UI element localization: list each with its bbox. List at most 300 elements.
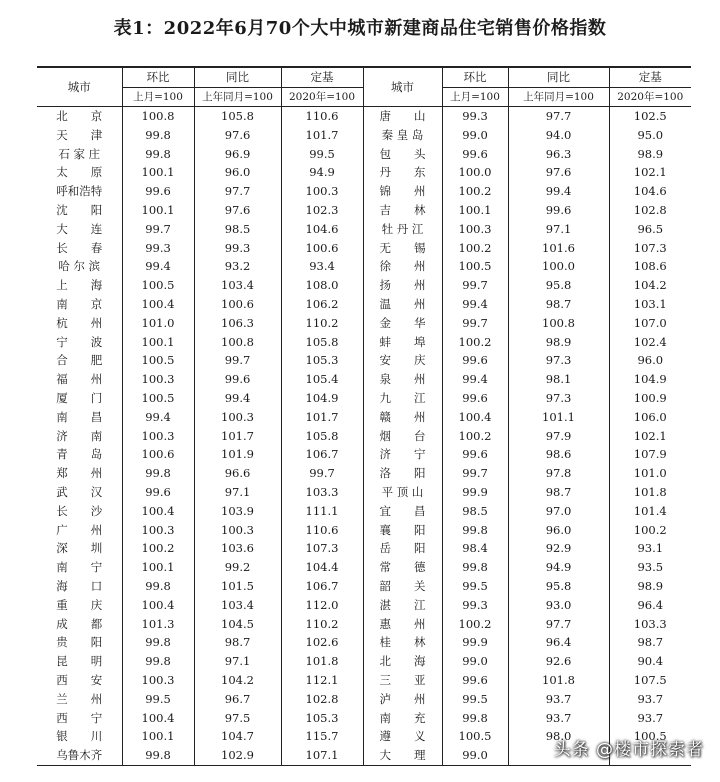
left-city-cell: 哈 尔 滨: [58, 259, 101, 274]
left-fixed-cell: 99.7: [281, 464, 363, 483]
left-mom-cell: 99.8: [122, 464, 194, 483]
right-fixed-cell: 100.9: [609, 389, 691, 408]
right-mom-cell: 99.6: [442, 671, 508, 690]
left-mom-cell: 100.4: [122, 596, 194, 615]
right-yoy-cell: 96.3: [508, 145, 609, 164]
right-yoy-cell: 93.0: [508, 596, 609, 615]
left-mom-cell: 100.5: [122, 276, 194, 295]
left-fixed-cell: 100.6: [281, 239, 363, 258]
left-mom-cell: 99.8: [122, 145, 194, 164]
right-yoy-cell: 97.7: [508, 615, 609, 634]
left-mom-cell: 99.4: [122, 408, 194, 427]
left-fixed-cell: 101.7: [281, 408, 363, 427]
right-city-cell: 金 华: [363, 314, 442, 333]
left-mom-cell: 100.3: [122, 427, 194, 446]
left-mom-cell: 100.4: [122, 502, 194, 521]
right-mom-cell: 100.4: [442, 408, 508, 427]
left-yoy-cell: 97.7: [194, 182, 281, 201]
left-fixed-cell: 110.6: [281, 107, 363, 126]
right-city-cell: 济 宁: [363, 445, 442, 464]
table-row: [37, 577, 691, 596]
right-fixed-cell: 98.7: [609, 633, 691, 652]
left-mom-cell: 100.3: [122, 671, 194, 690]
right-city-cell: 襄 阳: [363, 521, 442, 540]
right-mom-cell: 100.2: [442, 239, 508, 258]
right-yoy-cell: 98.7: [508, 483, 609, 502]
right-mom-cell: 99.0: [442, 126, 508, 145]
left-yoy-cell: 100.6: [194, 295, 281, 314]
left-city-cell: 武 汉: [56, 484, 103, 499]
right-city-cell: 湛 江: [363, 596, 442, 615]
right-yoy-cell: 97.0: [508, 502, 609, 521]
table-row: [37, 690, 691, 709]
left-yoy-cell: 101.7: [194, 427, 281, 446]
left-mom-cell: 99.8: [122, 126, 194, 145]
right-fixed-cell: 108.6: [609, 257, 691, 276]
left-city-cell: 合 肥: [56, 353, 103, 368]
left-fixed-cell: 112.1: [281, 671, 363, 690]
right-mom-cell: 100.0: [442, 163, 508, 182]
left-fixed-cell: 102.3: [281, 201, 363, 220]
table-row: [37, 351, 691, 370]
left-mom-cell: 99.4: [122, 257, 194, 276]
left-fixed-cell: 104.9: [281, 389, 363, 408]
table-row: [37, 408, 691, 427]
left-fixed-cell: 93.4: [281, 257, 363, 276]
mom-base: 上月=100: [122, 88, 194, 107]
right-mom-cell: 99.5: [442, 690, 508, 709]
right-city-cell: 锦 州: [363, 182, 442, 201]
left-yoy-cell: 93.2: [194, 257, 281, 276]
left-fixed-cell: 105.3: [281, 709, 363, 728]
table-row: [37, 201, 691, 220]
right-mom-cell: 98.4: [442, 539, 508, 558]
right-city-cell: 南 充: [363, 709, 442, 728]
right-fixed-cell: 100.5: [609, 727, 691, 746]
left-fixed-cell: 94.9: [281, 163, 363, 182]
right-city-cell: 烟 台: [363, 427, 442, 446]
table-row: [37, 539, 691, 558]
left-yoy-cell: 99.2: [194, 558, 281, 577]
left-city-cell: 太 原: [56, 165, 103, 180]
right-city-cell: 扬 州: [363, 276, 442, 295]
right-mom-cell: 99.8: [442, 558, 508, 577]
right-fixed-cell: 104.6: [609, 182, 691, 201]
right-yoy-cell: 99.4: [508, 182, 609, 201]
right-city-cell: 惠 州: [363, 615, 442, 634]
right-yoy-cell: 92.9: [508, 539, 609, 558]
left-city-cell: 天 津: [56, 127, 103, 142]
left-mom-cell: 100.3: [122, 370, 194, 389]
left-yoy-cell: 100.3: [194, 408, 281, 427]
left-mom-cell: 100.4: [122, 709, 194, 728]
left-mom-cell: 99.8: [122, 577, 194, 596]
right-city-cell: 宜 昌: [363, 502, 442, 521]
fixed-base-right: 2020年=100: [609, 88, 691, 107]
left-yoy-cell: 105.8: [194, 107, 281, 126]
right-city-cell: 包 头: [363, 145, 442, 164]
left-city-cell: 海 口: [56, 578, 103, 593]
left-yoy-cell: 103.4: [194, 596, 281, 615]
right-fixed-cell: 103.1: [609, 295, 691, 314]
right-mom-cell: 99.0: [442, 652, 508, 671]
right-yoy-cell: 95.8: [508, 577, 609, 596]
table-row: [37, 427, 691, 446]
right-mom-cell: 99.7: [442, 276, 508, 295]
left-fixed-cell: 115.7: [281, 727, 363, 746]
right-mom-cell: 99.6: [442, 389, 508, 408]
table-row: [37, 652, 691, 671]
table-row: [37, 295, 691, 314]
yoy-header: 同比: [194, 67, 281, 88]
left-city-cell: 西 宁: [56, 710, 103, 725]
left-fixed-cell: 106.7: [281, 577, 363, 596]
table-row: [37, 615, 691, 634]
right-fixed-cell: 101.8: [609, 483, 691, 502]
right-city-cell: 遵 义: [363, 727, 442, 746]
left-yoy-cell: 99.7: [194, 351, 281, 370]
right-mom-cell: 99.5: [442, 577, 508, 596]
table-row: [37, 671, 691, 690]
right-mom-cell: 100.2: [442, 615, 508, 634]
right-mom-cell: 99.7: [442, 464, 508, 483]
left-yoy-cell: 98.7: [194, 633, 281, 652]
left-city-cell: 重 庆: [56, 597, 103, 612]
left-yoy-cell: 98.5: [194, 220, 281, 239]
left-mom-cell: 101.0: [122, 314, 194, 333]
right-mom-cell: 99.3: [442, 107, 508, 126]
right-city-cell: 蚌 埠: [363, 333, 442, 352]
left-mom-cell: 99.8: [122, 746, 194, 765]
left-mom-cell: 100.1: [122, 333, 194, 352]
right-yoy-cell: 97.3: [508, 351, 609, 370]
yoy-base: 上年同月=100: [194, 88, 281, 107]
right-city-cell: 洛 阳: [363, 464, 442, 483]
city-header-right: 城市: [363, 67, 442, 107]
fixed-base: 2020年=100: [281, 88, 363, 107]
left-mom-cell: 100.5: [122, 351, 194, 370]
right-yoy-cell: 99.6: [508, 201, 609, 220]
right-city-cell: 平 顶 山: [363, 483, 442, 502]
left-city-cell: 宁 波: [56, 334, 103, 349]
right-yoy-cell: 94.0: [508, 126, 609, 145]
left-city-cell: 福 州: [56, 372, 103, 387]
left-mom-cell: 100.8: [122, 107, 194, 126]
left-mom-cell: 99.6: [122, 182, 194, 201]
left-yoy-cell: 96.6: [194, 464, 281, 483]
left-mom-cell: 100.5: [122, 389, 194, 408]
left-yoy-cell: 96.9: [194, 145, 281, 164]
left-yoy-cell: 100.3: [194, 521, 281, 540]
left-yoy-cell: 100.8: [194, 333, 281, 352]
left-mom-cell: 100.1: [122, 727, 194, 746]
right-city-cell: 北 海: [363, 652, 442, 671]
table-row: [37, 389, 691, 408]
right-yoy-cell: 97.6: [508, 163, 609, 182]
left-yoy-cell: 104.7: [194, 727, 281, 746]
table-row: [37, 633, 691, 652]
left-yoy-cell: 96.0: [194, 163, 281, 182]
left-mom-cell: 99.8: [122, 633, 194, 652]
left-fixed-cell: 104.4: [281, 558, 363, 577]
left-city-cell: 广 州: [56, 522, 103, 537]
right-mom-cell: 99.8: [442, 521, 508, 540]
right-fixed-cell: 98.9: [609, 145, 691, 164]
price-index-table: [37, 66, 691, 766]
right-city-cell: 韶 关: [363, 577, 442, 596]
right-yoy-cell: 98.9: [508, 333, 609, 352]
right-city-cell: 无 锡: [363, 239, 442, 258]
right-yoy-cell: 98.1: [508, 370, 609, 389]
left-fixed-cell: 106.7: [281, 445, 363, 464]
left-fixed-cell: 110.2: [281, 615, 363, 634]
table-row: [37, 107, 691, 126]
right-fixed-cell: 102.5: [609, 107, 691, 126]
right-mom-cell: 99.7: [442, 314, 508, 333]
left-mom-cell: 99.7: [122, 220, 194, 239]
right-yoy-cell: 92.6: [508, 652, 609, 671]
right-fixed-cell: 101.4: [609, 502, 691, 521]
table-row: [37, 521, 691, 540]
left-yoy-cell: 96.7: [194, 690, 281, 709]
left-mom-cell: 100.1: [122, 558, 194, 577]
right-yoy-cell: 94.9: [508, 558, 609, 577]
right-city-cell: 九 江: [363, 389, 442, 408]
left-fixed-cell: 112.0: [281, 596, 363, 615]
right-fixed-cell: 103.3: [609, 615, 691, 634]
right-fixed-cell: 96.4: [609, 596, 691, 615]
left-fixed-cell: 104.6: [281, 220, 363, 239]
left-city-cell: 银 川: [56, 729, 103, 744]
right-mom-cell: 100.5: [442, 727, 508, 746]
left-yoy-cell: 99.6: [194, 370, 281, 389]
left-yoy-cell: 99.4: [194, 389, 281, 408]
right-yoy-cell: 97.8: [508, 464, 609, 483]
left-mom-cell: 100.6: [122, 445, 194, 464]
right-fixed-cell: 106.0: [609, 408, 691, 427]
left-yoy-cell: 101.5: [194, 577, 281, 596]
right-mom-cell: 99.3: [442, 596, 508, 615]
right-fixed-cell: 90.4: [609, 652, 691, 671]
left-fixed-cell: 99.5: [281, 145, 363, 164]
right-yoy-cell: 97.9: [508, 427, 609, 446]
left-fixed-cell: 110.2: [281, 314, 363, 333]
mom-header: 环比: [122, 67, 194, 88]
table-row: [37, 502, 691, 521]
left-city-cell: 南 宁: [56, 560, 103, 575]
left-city-cell: 长 春: [56, 240, 103, 255]
table-row: [37, 126, 691, 145]
left-city-cell: 乌鲁木齐: [37, 746, 122, 765]
right-city-cell: 徐 州: [363, 257, 442, 276]
right-fixed-cell: 107.9: [609, 445, 691, 464]
right-yoy-cell: 98.6: [508, 445, 609, 464]
right-city-cell: 桂 林: [363, 633, 442, 652]
left-fixed-cell: 107.3: [281, 539, 363, 558]
right-fixed-cell: 102.1: [609, 163, 691, 182]
left-city-cell: 厦 门: [56, 390, 103, 405]
right-yoy-cell: 93.7: [508, 709, 609, 728]
right-mom-cell: 99.8: [442, 709, 508, 728]
right-fixed-cell: 102.4: [609, 333, 691, 352]
right-mom-cell: 100.2: [442, 182, 508, 201]
right-city-cell: 唐 山: [363, 107, 442, 126]
fixed-header-right: 定基: [609, 67, 691, 88]
right-yoy-cell: 101.8: [508, 671, 609, 690]
left-mom-cell: 99.5: [122, 690, 194, 709]
table-row: [37, 370, 691, 389]
right-mom-cell: 99.4: [442, 295, 508, 314]
right-fixed-cell: 102.1: [609, 427, 691, 446]
right-fixed-cell: 98.9: [609, 577, 691, 596]
left-yoy-cell: 97.1: [194, 652, 281, 671]
left-mom-cell: 100.1: [122, 201, 194, 220]
mom-header-right: 环比: [442, 67, 508, 88]
left-mom-cell: 101.3: [122, 615, 194, 634]
left-city-cell: 昆 明: [56, 654, 103, 669]
left-city-cell: 贵 阳: [56, 635, 103, 650]
right-mom-cell: 100.2: [442, 333, 508, 352]
left-city-cell: 沈 阳: [56, 202, 103, 217]
right-mom-cell: 98.5: [442, 502, 508, 521]
table-row: [37, 257, 691, 276]
right-yoy-cell: 98.0: [508, 727, 609, 746]
right-city-cell: 安 庆: [363, 351, 442, 370]
left-city-cell: 长 沙: [56, 503, 103, 518]
left-yoy-cell: 104.2: [194, 671, 281, 690]
table-row: [37, 596, 691, 615]
right-mom-cell: 99.6: [442, 351, 508, 370]
table-row: [37, 145, 691, 164]
right-fixed-cell: 96.0: [609, 351, 691, 370]
right-yoy-cell: 96.4: [508, 633, 609, 652]
right-yoy-cell: 96.0: [508, 521, 609, 540]
left-yoy-cell: 97.6: [194, 126, 281, 145]
right-yoy-cell: 100.0: [508, 257, 609, 276]
right-fixed-cell: 93.7: [609, 690, 691, 709]
right-city-cell: 温 州: [363, 295, 442, 314]
left-city-cell: 南 昌: [56, 409, 103, 424]
right-mom-cell: 99.6: [442, 145, 508, 164]
left-fixed-cell: 108.0: [281, 276, 363, 295]
left-yoy-cell: 97.5: [194, 709, 281, 728]
right-fixed-cell: 100.2: [609, 521, 691, 540]
right-city-cell: 岳 阳: [363, 539, 442, 558]
left-yoy-cell: 103.9: [194, 502, 281, 521]
left-city-cell: 北 京: [56, 109, 103, 123]
right-city-cell: 泉 州: [363, 370, 442, 389]
left-yoy-cell: 104.5: [194, 615, 281, 634]
left-fixed-cell: 103.3: [281, 483, 363, 502]
right-mom-cell: 99.6: [442, 445, 508, 464]
left-yoy-cell: 97.1: [194, 483, 281, 502]
right-fixed-cell: 104.9: [609, 370, 691, 389]
right-fixed-cell: 107.3: [609, 239, 691, 258]
right-yoy-cell: 100.8: [508, 314, 609, 333]
right-fixed-cell: 93.1: [609, 539, 691, 558]
right-yoy-cell: 101.1: [508, 408, 609, 427]
right-mom-cell: 100.1: [442, 201, 508, 220]
left-fixed-cell: 101.8: [281, 652, 363, 671]
left-fixed-cell: 100.3: [281, 182, 363, 201]
left-city-cell: 青 岛: [56, 447, 103, 462]
right-city-cell: 吉 林: [363, 201, 442, 220]
mom-base-right: 上月=100: [442, 88, 508, 107]
right-yoy-cell: 93.7: [508, 690, 609, 709]
right-fixed-cell: 93.5: [609, 558, 691, 577]
right-city-cell: 牡 丹 江: [363, 220, 442, 239]
left-fixed-cell: 105.8: [281, 333, 363, 352]
right-city-cell: 大 理: [363, 746, 442, 765]
table-row: [37, 314, 691, 333]
left-fixed-cell: 102.6: [281, 633, 363, 652]
right-city-cell: 泸 州: [363, 690, 442, 709]
right-fixed-cell: 101.0: [609, 464, 691, 483]
right-mom-cell: 100.2: [442, 427, 508, 446]
left-mom-cell: 100.3: [122, 521, 194, 540]
right-fixed-cell: 104.2: [609, 276, 691, 295]
left-yoy-cell: 101.9: [194, 445, 281, 464]
left-fixed-cell: 102.8: [281, 690, 363, 709]
right-yoy-cell: 101.6: [508, 239, 609, 258]
right-city-cell: 常 德: [363, 558, 442, 577]
table-row: [37, 276, 691, 295]
left-fixed-cell: 105.4: [281, 370, 363, 389]
right-mom-cell: 100.5: [442, 257, 508, 276]
right-mom-cell: 99.9: [442, 483, 508, 502]
left-city-cell: 大 连: [56, 221, 103, 236]
right-fixed-cell: 93.7: [609, 709, 691, 728]
table-row: [37, 709, 691, 728]
left-fixed-cell: 105.3: [281, 351, 363, 370]
right-city-cell: 秦 皇 岛: [363, 126, 442, 145]
table-row: [37, 464, 691, 483]
right-city-cell: 丹 东: [363, 163, 442, 182]
left-mom-cell: 99.8: [122, 652, 194, 671]
fixed-header: 定基: [281, 67, 363, 88]
table-row: [37, 333, 691, 352]
left-city-cell: 呼和浩特: [56, 184, 103, 199]
table-title: 表1：2022年6月70个大中城市新建商品住宅销售价格指数: [113, 18, 607, 39]
table-row: [37, 445, 691, 464]
left-city-cell: 济 南: [56, 428, 103, 443]
left-city-cell: 石 家 庄: [58, 146, 101, 161]
right-city-cell: 赣 州: [363, 408, 442, 427]
left-fixed-cell: 105.8: [281, 427, 363, 446]
right-mom-cell: 99.0: [442, 746, 508, 765]
left-mom-cell: 100.2: [122, 539, 194, 558]
left-mom-cell: 100.4: [122, 295, 194, 314]
left-city-cell: 成 都: [56, 616, 103, 631]
left-city-cell: 南 京: [56, 296, 103, 311]
right-mom-cell: 99.4: [442, 370, 508, 389]
left-city-cell: 西 安: [56, 672, 103, 687]
right-yoy-cell: 97.7: [508, 107, 609, 126]
table-row: [37, 483, 691, 502]
left-yoy-cell: 103.4: [194, 276, 281, 295]
left-mom-cell: 100.1: [122, 163, 194, 182]
left-yoy-cell: 99.3: [194, 239, 281, 258]
left-yoy-cell: 97.6: [194, 201, 281, 220]
left-city-cell: 杭 州: [56, 315, 103, 330]
left-fixed-cell: 111.1: [281, 502, 363, 521]
yoy-base-right: 上年同月=100: [508, 88, 609, 107]
left-city-cell: 兰 州: [56, 691, 103, 706]
left-city-cell: 深 圳: [56, 541, 103, 556]
right-fixed-cell: 102.8: [609, 201, 691, 220]
right-yoy-cell: 97.1: [508, 220, 609, 239]
table-row: [37, 163, 691, 182]
